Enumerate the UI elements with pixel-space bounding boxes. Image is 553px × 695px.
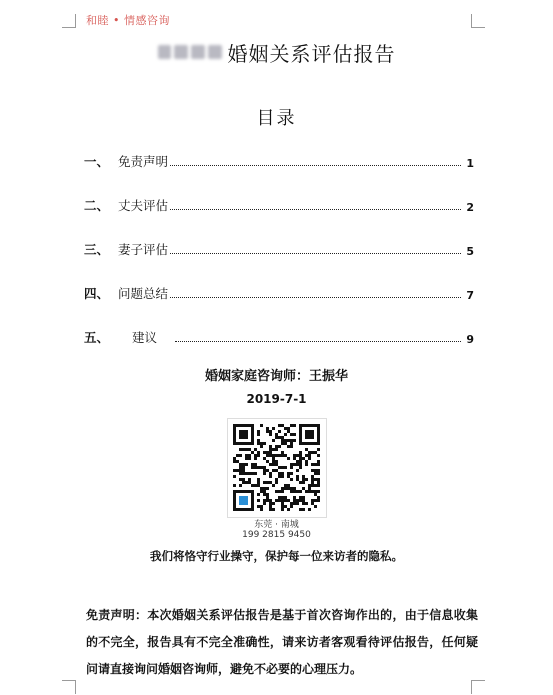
privacy-promise: 我们将恪守行业操守，保护每一位来访者的隐私。 — [150, 549, 403, 563]
toc-item-label: 免责声明 — [118, 154, 169, 169]
redacted-name — [158, 44, 222, 60]
toc-item-page: 7 — [466, 289, 474, 302]
toc-item-page: 1 — [466, 157, 474, 170]
toc-item-husband[interactable] — [84, 194, 474, 214]
document-title: 婚姻关系评估报告 — [227, 41, 396, 66]
toc-item-advice[interactable] — [84, 326, 474, 346]
toc-heading: 目录 — [256, 108, 297, 129]
toc-leader-dots — [170, 253, 461, 254]
toc-item-number: 三、 — [84, 242, 110, 257]
toc-leader-dots — [170, 165, 461, 166]
header-brand: 和睦 • 情感咨询 — [86, 14, 170, 27]
toc-item-number: 二、 — [84, 198, 110, 213]
toc-item-page: 5 — [466, 245, 474, 258]
qr-code-icon — [228, 419, 326, 517]
toc-item-page: 2 — [466, 201, 474, 214]
toc-item-label: 建议 — [132, 330, 158, 345]
crop-mark-top-left — [62, 14, 76, 28]
toc-item-number: 四、 — [84, 286, 110, 301]
toc-item-disclaimer[interactable] — [84, 150, 474, 170]
crop-mark-bottom-left — [62, 680, 76, 694]
disclaimer-text: 免责声明：本次婚姻关系评估报告是基于首次咨询作出的，由于信息收集的不完全，报告具有不完全准确性，请来访者客观看待评估报告，任何疑问请直接询问婚姻咨询师，避免不必要的心理压力。 — [86, 608, 478, 676]
consultant-signature: 婚姻家庭咨询师：王振华 — [204, 369, 348, 384]
qr-code — [227, 418, 327, 518]
title-row — [0, 38, 553, 66]
toc-item-number: 一、 — [84, 154, 110, 169]
toc-item-page: 9 — [466, 333, 474, 346]
toc-leader-dots — [170, 297, 461, 298]
crop-mark-top-right — [471, 14, 485, 28]
toc-leader-dots — [175, 341, 461, 342]
qr-location: 东莞 · 南城 — [254, 520, 299, 530]
toc-item-number: 五、 — [84, 330, 110, 345]
toc-item-label: 丈夫评估 — [118, 198, 169, 213]
qr-phone: 199 2815 9450 — [242, 530, 311, 540]
toc-item-summary[interactable] — [84, 282, 474, 302]
report-date: 2019-7-1 — [246, 392, 307, 406]
toc-leader-dots — [170, 209, 461, 210]
toc-item-label: 问题总结 — [118, 286, 169, 301]
toc-item-label: 妻子评估 — [118, 242, 169, 257]
toc-item-wife[interactable] — [84, 238, 474, 258]
